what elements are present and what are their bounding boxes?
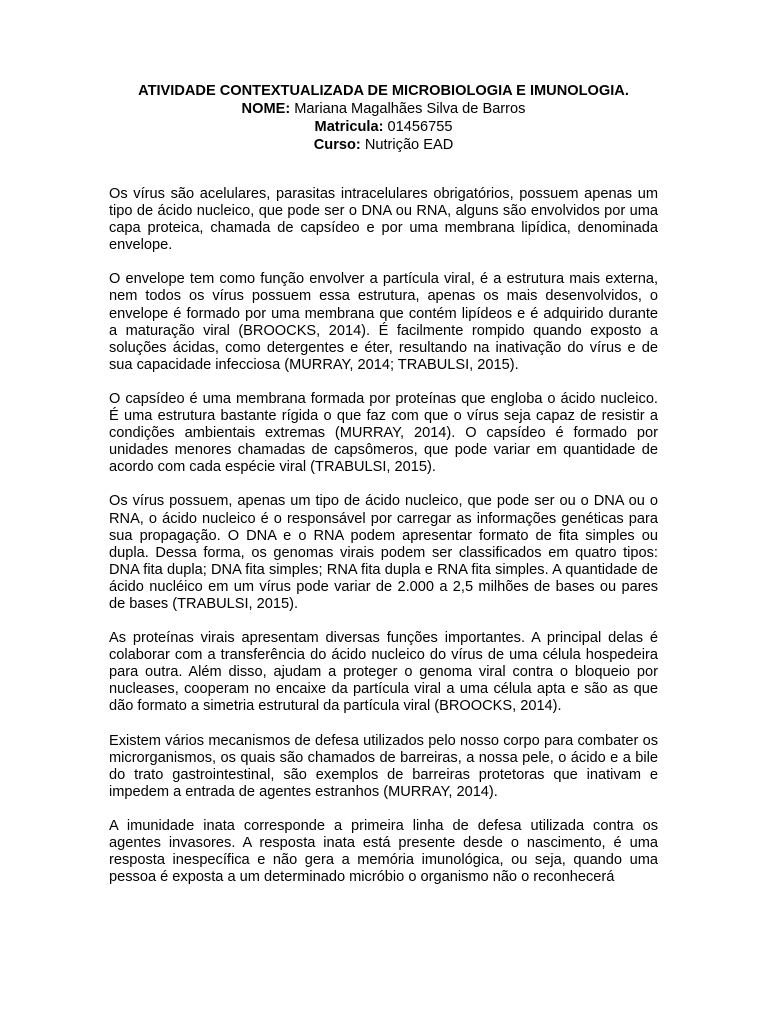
course-value: Nutrição EAD bbox=[360, 137, 454, 153]
name-row bbox=[109, 100, 658, 118]
paragraph: Os vírus possuem, apenas um tipo de ácido nucleico, que pode ser ou o DNA ou o RNA, o ácido nucleico é o responsável por carregar as informações genéticas para sua propagação. O DNA e o RNA podem apresentar formato de fita simples ou dupla. Dessa forma, os genomas virais podem ser classificados em quatro tipos: DNA fita dupla; DNA fita simples; RNA fita dupla e RNA fita simples. A quantidade de ácido nucléico em um vírus pode variar de 2.000 a 2,5 milhões de bases ou pares de bases (TRABULSI, 2015). bbox=[109, 493, 658, 612]
registration-row bbox=[109, 118, 658, 136]
registration-value: 01456755 bbox=[383, 119, 453, 135]
name-label: NOME: bbox=[241, 101, 291, 117]
paragraph: A imunidade inata corresponde a primeira linha de defesa utilizada contra os agentes invasores. A resposta inata está presente desde o nascimento, é uma resposta inespecífica e não gera a memória imunológica, ou seja, quando uma pessoa é exposta a um determinado micróbio o organismo não o reconhecerá bbox=[109, 817, 658, 886]
paragraph: O envelope tem como função envolver a partícula viral, é a estrutura mais externa, nem todos os vírus possuem essa estrutura, apenas os mais desenvolvidos, o envelope é formado por uma membrana que contém lipídeos e é adquirido durante a maturação viral (BROOCKS, 2014). É facilmente rompido quando exposto a soluções ácidas, como detergentes e éter, resultando na inativação do vírus e de sua capacidade infecciosa (MURRAY, 2014; TRABULSI, 2015). bbox=[109, 271, 658, 373]
paragraph: As proteínas virais apresentam diversas funções importantes. A principal delas é colaborar com a transferência do ácido nucleico do vírus de uma célula hospedeira para outra. Além disso, ajudam a proteger o genoma viral contra o bloqueio por nucleases, cooperam no encaixe da partícula viral a uma célula apta e são as que dão formato a simetria estrutural da partícula viral (BROOCKS, 2014). bbox=[109, 630, 658, 715]
document-body bbox=[109, 186, 658, 886]
course-label: Curso: bbox=[313, 137, 361, 153]
course-row bbox=[109, 136, 658, 154]
paragraph: Existem vários mecanismos de defesa utilizados pelo nosso corpo para combater os microrganismos, os quais são chamados de barreiras, a nossa pele, o ácido e a bile do trato gastrointestinal, são exemplos de barreiras protetoras que inativam e impedem a entrada de agentes estranhos (MURRAY, 2014). bbox=[109, 732, 658, 800]
document-title: ATIVIDADE CONTEXTUALIZADA DE MICROBIOLOGIA E IMUNOLOGIA. bbox=[138, 83, 629, 99]
document-page bbox=[109, 82, 658, 903]
paragraph: O capsídeo é uma membrana formada por proteínas que engloba o ácido nucleico. É uma estrutura bastante rígida o que faz com que o vírus seja capaz de resistir a condições ambientais extremas (MURRAY, 2014). O capsídeo é formado por unidades menores chamadas de capsômeros, que pode variar em quantidade de acordo com cada espécie viral (TRABULSI, 2015). bbox=[109, 390, 658, 476]
paragraph: Os vírus são acelulares, parasitas intracelulares obrigatórios, possuem apenas um tipo de ácido nucleico, que pode ser o DNA ou RNA, alguns são envolvidos por uma capa proteica, chamada de capsídeo e por uma membrana lipídica, denominada envelope. bbox=[109, 186, 658, 254]
document-header bbox=[109, 82, 658, 154]
registration-label: Matricula: bbox=[314, 119, 384, 135]
name-value: Mariana Magalhães Silva de Barros bbox=[290, 101, 526, 117]
